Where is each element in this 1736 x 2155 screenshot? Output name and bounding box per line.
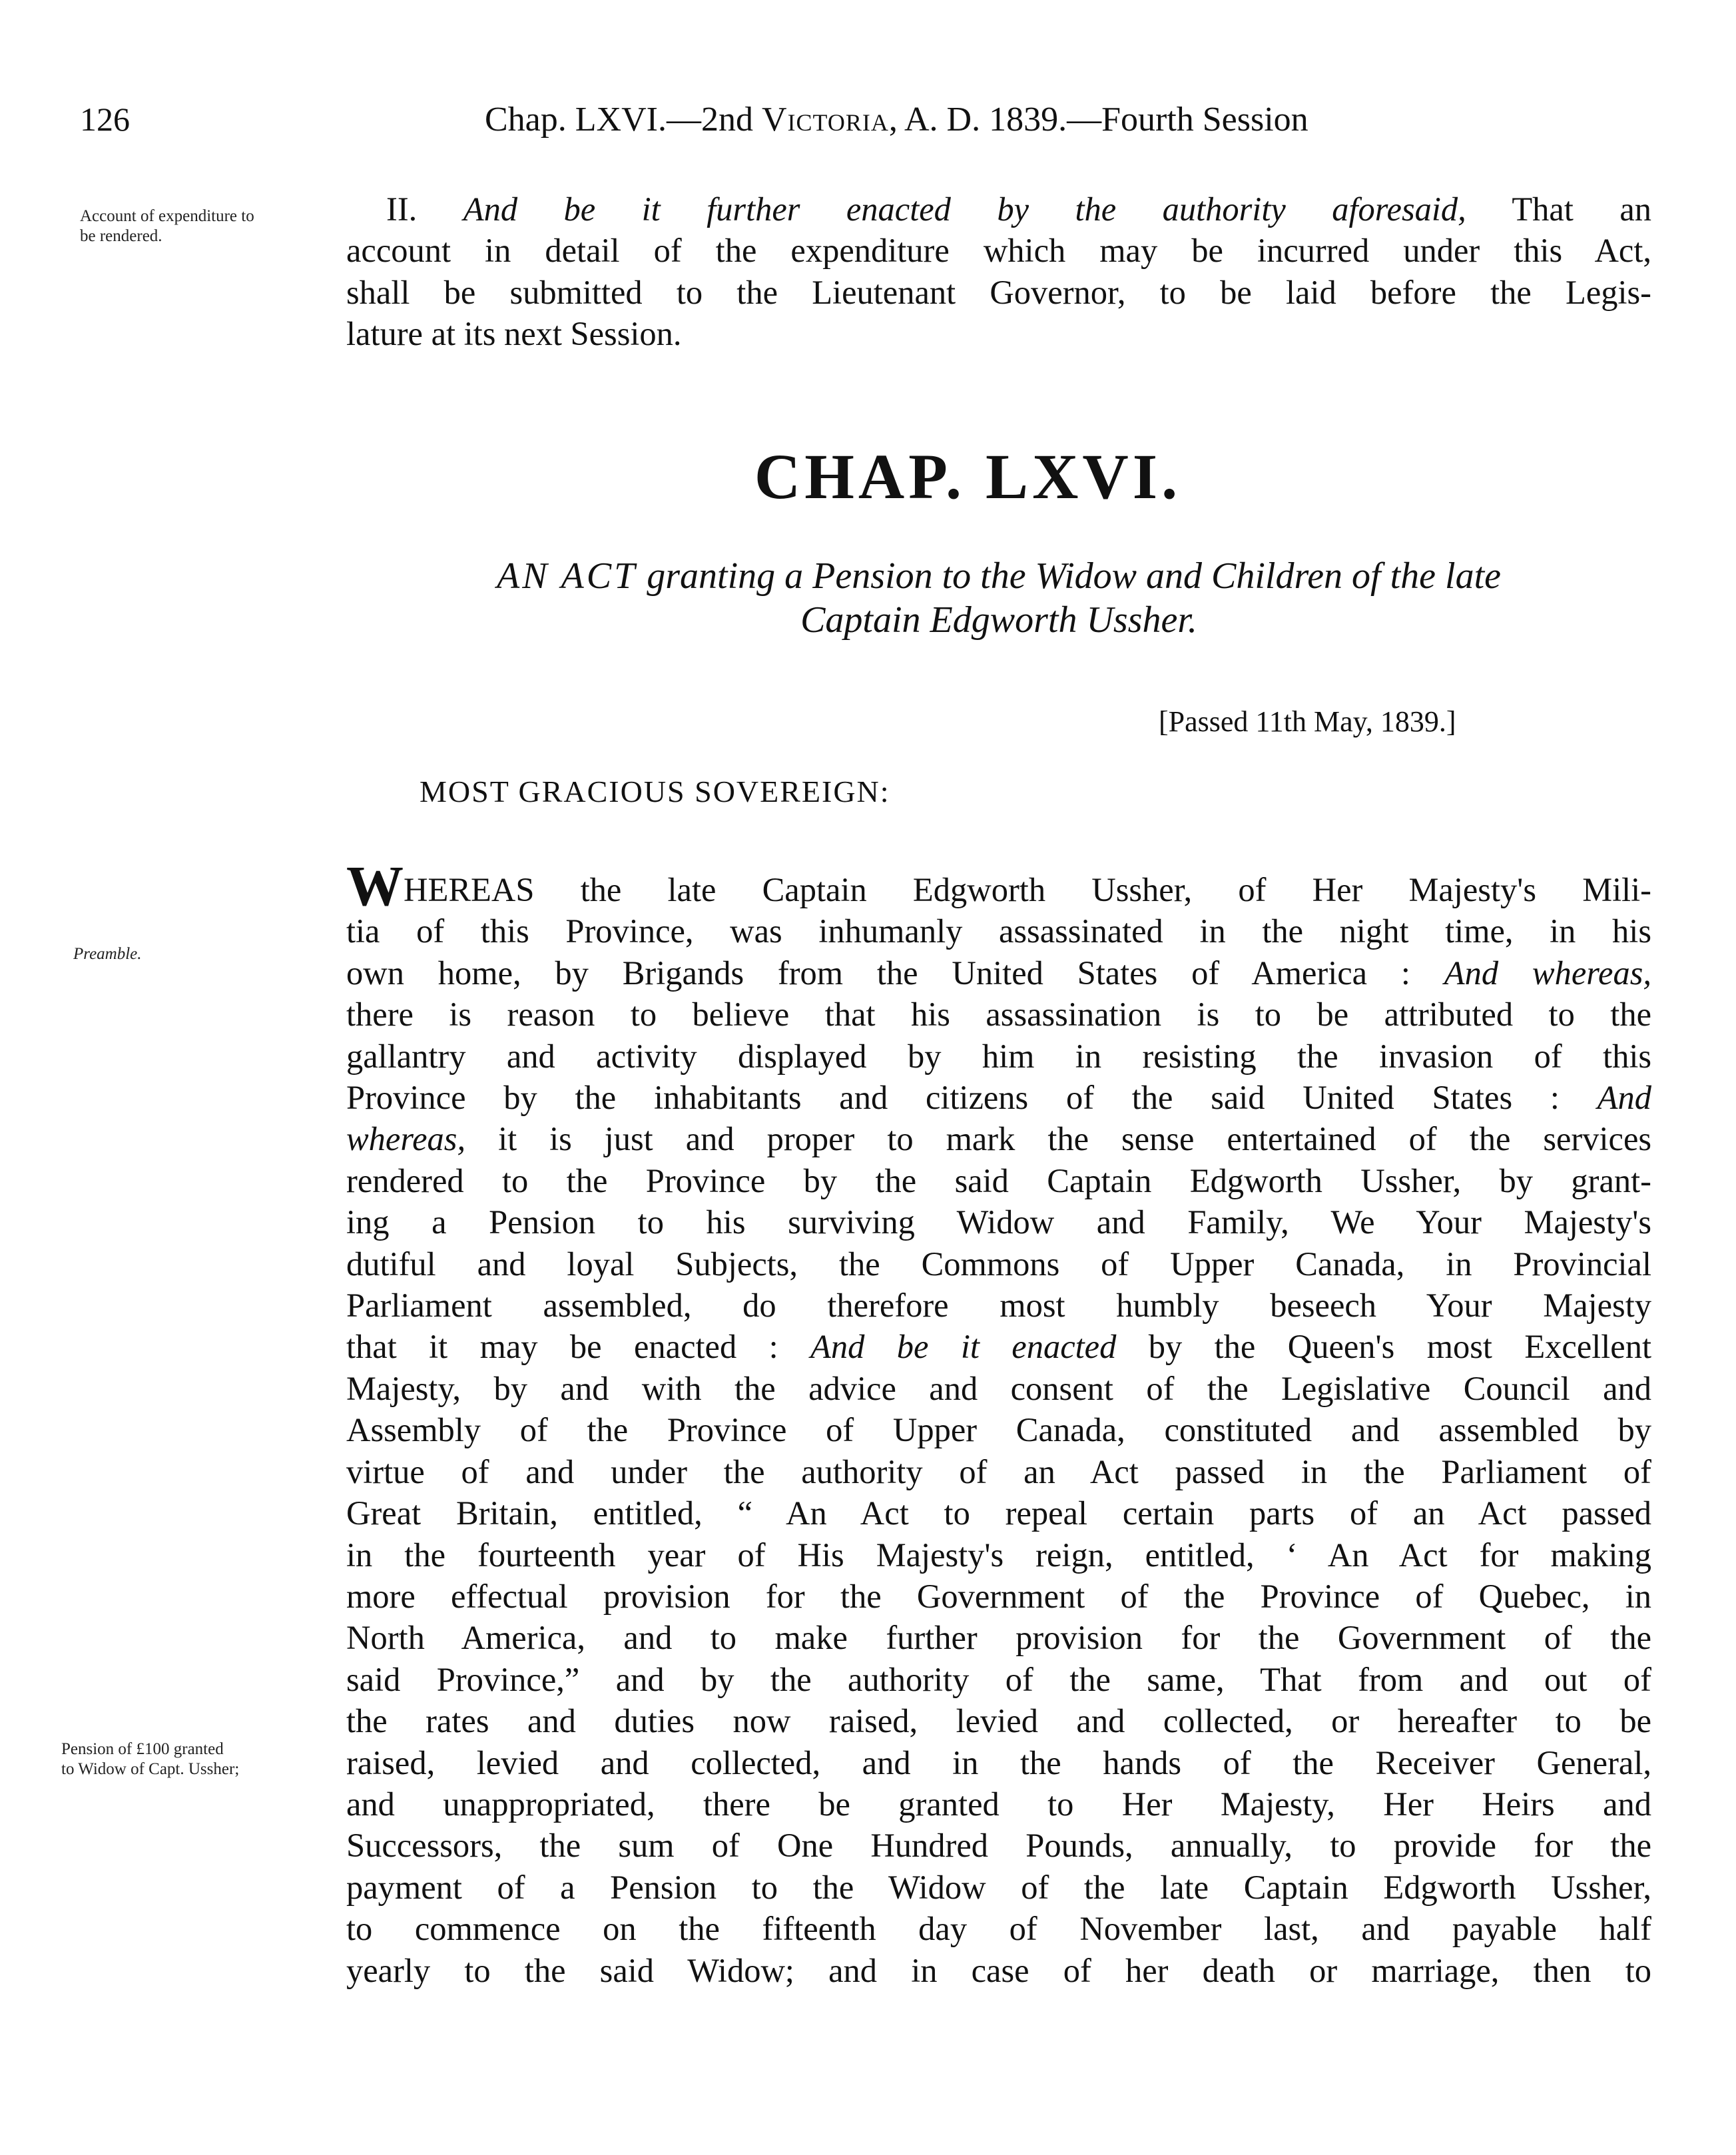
passed-date: [Passed 11th May, 1839.] [1159,705,1456,738]
section-2-line-4: lature at its next Session. [346,315,682,353]
preamble-line: Majesty, by and with the advice and consent of the Legislative Council and [346,1369,1651,1407]
preamble-line: virtue of and under the authority of an Act passed in the Parliament of [346,1452,1651,1490]
running-header [485,100,1308,139]
act-word: AN ACT [497,555,638,597]
preamble-line: that it may be enacted : And be it enacted by the Queen's most Excellent [346,1328,1651,1366]
preamble-line: WHEREAS the late Captain Edgworth Ussher, of Her Majesty's Mili- [346,854,1651,918]
margin-note-pension [61,1739,239,1779]
preamble-line: the rates and duties now raised, levied and collected, or hereafter to be [346,1702,1651,1740]
dropcap-letter: W [346,854,404,918]
preamble-line: gallantry and activity displayed by him in resisting the invasion of this [346,1037,1651,1075]
act-title-line-2: Captain Edgworth Ussher. [800,599,1197,641]
act-title-line1-rest: granting a Pension to the Widow and Children of the late [647,555,1501,597]
preamble-line: there is reason to believe that his assassination is to be attributed to the [346,996,1651,1034]
section-2-line-3: shall be submitted to the Lieutenant Governor, to be laid before the Legis- [346,273,1651,311]
preamble-line: own home, by Brigands from the United States of America : And whereas, [346,954,1652,992]
preamble-line: North America, and to make further provision for the Government of the [346,1619,1651,1657]
preamble-line: Successors, the sum of One Hundred Pounds, annually, to provide for the [346,1827,1651,1865]
margin-note-account-line2: be rendered. [80,227,162,245]
running-header-victoria: Victoria [761,101,889,139]
preamble-line: more effectual provision for the Government of the Province of Quebec, in [346,1577,1651,1615]
page-number: 126 [80,101,130,138]
running-header-prefix: Chap. LXVI.—2nd [485,101,762,139]
preamble-line: whereas, it is just and proper to mark the sense entertained of the services [346,1120,1652,1158]
margin-note-pension-line1: Pension of £100 granted [61,1740,224,1758]
preamble-line: Great Britain, entitled, “ An Act to repeal certain parts of an Act passed [346,1494,1651,1532]
preamble-line: Assembly of the Province of Upper Canada, constituted and assembled by [346,1411,1651,1449]
preamble-line: Province by the inhabitants and citizens of the said United States : And [346,1079,1651,1117]
preamble-line: to commence on the fifteenth day of November last, and payable half [346,1910,1651,1948]
preamble-line: dutiful and loyal Subjects, the Commons of Upper Canada, in Provincial [346,1245,1651,1283]
chapter-title: CHAP. LXVI. [754,441,1182,512]
preamble-line: ing a Pension to his surviving Widow and Family, We Your Majesty's [346,1203,1651,1241]
enacting-phrase: And be it further enacted by the authority aforesaid, [463,190,1466,228]
preamble-line: said Province,” and by the authority of the same, That from and out of [346,1660,1651,1698]
preamble-line: in the fourteenth year of His Majesty's reign, entitled, ‘ An Act for making [346,1536,1651,1574]
margin-note-pension-line2: to Widow of Capt. Ussher; [61,1760,240,1778]
section-numeral: II. [386,190,418,228]
preamble-line: yearly to the said Widow; and in case of her death or marriage, then to [346,1951,1651,1989]
margin-note-account-line1: Account of expenditure to [80,207,254,225]
running-header-suffix: , A. D. 1839.—Fourth Session [888,101,1308,139]
preamble-line: tia of this Province, was inhumanly assassinated in the night time, in his [346,912,1651,950]
preamble-line: rendered to the Province by the said Captain Edgworth Ussher, by grant- [346,1161,1651,1199]
act-title [346,554,1651,642]
preamble-line: Parliament assembled, do therefore most humbly beseech Your Majesty [346,1287,1651,1325]
section-2-line-1 [386,188,1651,230]
preamble-line: raised, levied and collected, and in the hands of the Receiver General, [346,1743,1651,1781]
address-salutation: MOST GRACIOUS SOVEREIGN: [420,774,890,808]
preamble-text [346,854,1652,1991]
margin-note-account [80,206,254,246]
margin-note-preamble: Preamble. [73,945,142,963]
section-2-line-2: account in detail of the expenditure which may be incurred under this Act, [346,232,1651,270]
section-2 [346,188,1651,355]
preamble-line: and unappropriated, there be granted to Her Majesty, Her Heirs and [346,1785,1651,1823]
preamble-line: payment of a Pension to the Widow of the late Captain Edgworth Ussher, [346,1868,1651,1906]
act-title-line-1 [346,554,1651,598]
section-2-line1-rest: That an [1512,190,1651,228]
